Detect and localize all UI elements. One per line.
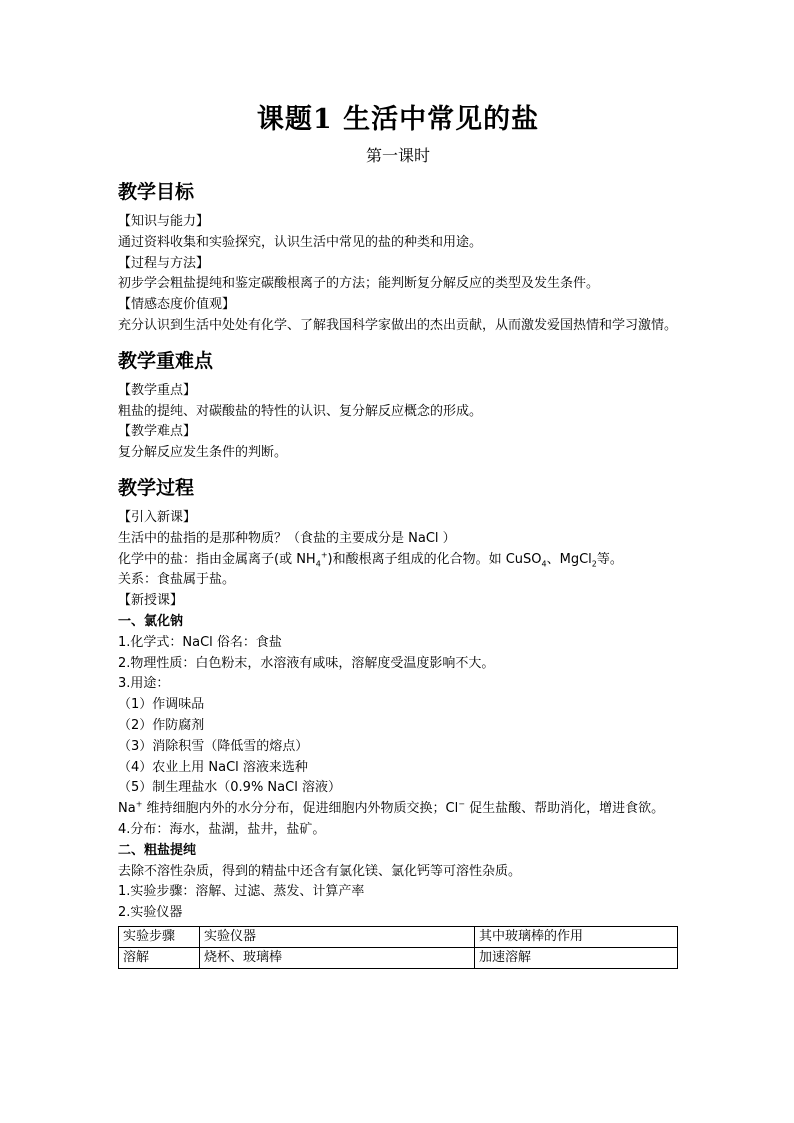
table-header-cell: 实验步骤 xyxy=(119,926,200,947)
use-item: （4）农业上用 NaCl 溶液来选种 xyxy=(118,759,308,775)
distribution-line: 4.分布：海水，盐湖，盐井，盐矿。 xyxy=(118,821,326,837)
new-lesson-label: 【新授课】 xyxy=(118,593,184,609)
focus-text: 粗盐的提纯、对碳酸盐的特性的认识、复分解反应概念的形成。 xyxy=(118,403,483,419)
experiment-steps-line: 1.实验步骤：溶解、过滤、蒸发、计算产率 xyxy=(118,884,365,900)
use-item: （1）作调味品 xyxy=(118,697,205,713)
table-row xyxy=(119,947,678,968)
process-method-text: 初步学会粗盐提纯和鉴定碳酸根离子的方法；能判断复分解反应的类型及发生条件。 xyxy=(118,276,600,292)
use-item: （5）制生理盐水（0.9% NaCl 溶液） xyxy=(118,780,341,796)
difficulty-text: 复分解反应发生条件的判断。 xyxy=(118,445,288,461)
knowledge-label: 【知识与能力】 xyxy=(118,214,210,229)
goals-heading: 教学目标 xyxy=(118,181,195,203)
difficulty-label: 【教学难点】 xyxy=(118,424,197,440)
intro-label: 【引入新课】 xyxy=(118,509,197,525)
use-item: （2）作防腐剂 xyxy=(118,717,205,733)
section-sodium-chloride-title: 一、氯化钠 xyxy=(118,613,184,629)
ion-function-text: Na+ 维持细胞内外的水分分布，促进细胞内外物质交换；Cl− 促生盐酸、帮助消化，增进食欲。 xyxy=(118,799,665,817)
table-cell: 加速溶解 xyxy=(475,947,678,968)
salt-definition: 化学中的盐：指由金属离子(或 $NH_4^+$)和酸根离子组成的化合物。如 CuSO$_4$、MgCl$_2$等。 xyxy=(118,550,623,569)
page-title: 课题1 生活中常见的盐 xyxy=(256,104,540,135)
process-heading: 教学过程 xyxy=(118,476,195,499)
table-header-row xyxy=(119,926,678,947)
process-method-label: 【过程与方法】 xyxy=(118,255,210,271)
table-header-cell: 其中玻璃棒的作用 xyxy=(475,926,678,947)
formula-line: 1.化学式：NaCl 俗名：食盐 xyxy=(118,634,282,650)
experiment-instruments-line: 2.实验仪器 xyxy=(118,905,183,921)
physical-property-line: 2.物理性质：白色粉末，水溶液有咸味，溶解度受温度影响不大。 xyxy=(118,655,495,671)
intro-question: 生活中的盐指的是那种物质？（食盐的主要成分是 NaCl ） xyxy=(118,530,456,546)
instrument-table xyxy=(118,926,678,969)
section-purification-title: 二、粗盐提纯 xyxy=(118,842,197,858)
emotion-label: 【情感态度价值观】 xyxy=(118,297,236,313)
purification-intro: 去除不溶性杂质，得到的精盐中还含有氯化镁、氯化钙等可溶性杂质。 xyxy=(118,863,522,879)
page-subtitle: 第一课时 xyxy=(365,146,430,165)
use-item: （3）消除积雪（降低雪的熔点） xyxy=(118,738,309,754)
emotion-text: 充分认识到生活中处处有化学、了解我国科学家做出的杰出贡献，从而激发爱国热情和学习激情。 xyxy=(118,317,678,333)
uses-title: 3.用途： xyxy=(118,676,170,692)
knowledge-text: 通过资料收集和实验探究，认识生活中常见的盐的种类和用途。 xyxy=(118,234,483,250)
table-header-cell: 实验仪器 xyxy=(200,926,475,947)
salt-relation: 关系：食盐属于盐。 xyxy=(118,572,236,588)
document-page xyxy=(118,100,678,969)
table-cell: 溶解 xyxy=(119,947,200,968)
keys-heading: 教学重难点 xyxy=(118,349,214,372)
table-cell: 烧杯、玻璃棒 xyxy=(200,947,475,968)
focus-label: 【教学重点】 xyxy=(118,382,197,398)
